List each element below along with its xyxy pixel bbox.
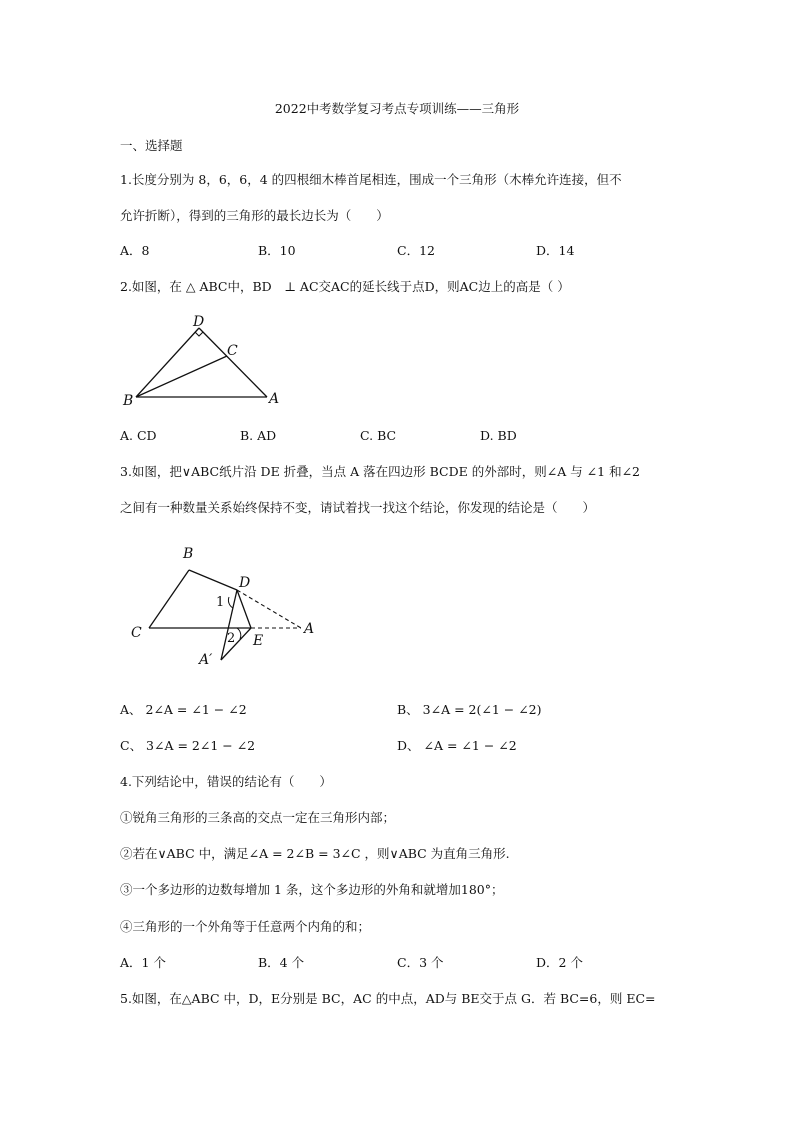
q3-segment-bc [149, 570, 189, 628]
q3-fold-line-de [237, 590, 251, 628]
q3-angle-2-arc [237, 628, 241, 639]
q2-label-d: D [193, 314, 205, 330]
q1-stem-line1: 1.长度分别为 8，6，6，4 的四根细木棒首尾相连，围成一个三角形（木棒允许连接，但不 [120, 172, 622, 187]
q1-option-b[interactable]: B．10 [258, 243, 296, 258]
q4-stem: 4.下列结论中，错误的结论有（ ） [120, 774, 332, 789]
q3-label-e: E [253, 633, 264, 649]
q4-option-b[interactable]: B．4 个 [258, 955, 305, 970]
q2-option-b[interactable]: B. AD [240, 428, 277, 443]
q3-label-angle-1: 1 [216, 595, 225, 610]
page-title: 2022中考数学复习考点专项训练——三角形 [274, 101, 520, 116]
q3-segment-bd [189, 570, 237, 590]
q2-option-c[interactable]: C. BC [360, 428, 397, 443]
q3-option-d[interactable]: D、 ∠A = ∠1 − ∠2 [397, 738, 517, 753]
section-heading: 一、选择题 [120, 138, 183, 153]
q3-dashed-da [237, 590, 301, 628]
q4-option-d[interactable]: D．2 个 [536, 955, 583, 970]
q2-label-b: B [123, 393, 134, 409]
q4-statement-3: ③一个多边形的边数每增加 1 条，这个多边形的外角和就增加180°； [120, 882, 504, 897]
q2-label-a: A [269, 391, 280, 407]
q3-label-b: B [183, 546, 194, 562]
q2-option-d[interactable]: D. BD [480, 428, 517, 443]
q5-stem: 5.如图，在△ABC 中，D，E分别是 BC，AC 的中点，AD与 BE交于点 G．若 BC=6，则 EC= [120, 991, 656, 1006]
q3-stem-line2: 之间有一种数量关系始终保持不变，请试着找一找这个结论，你发现的结论是（ ） [120, 500, 596, 515]
q4-option-c[interactable]: C．3 个 [397, 955, 444, 970]
q3-label-a-prime: A′ [199, 652, 213, 668]
q2-stem: 2.如图，在 △ ABC中，BD ⊥ AC交AC的延长线于点D，则AC边上的高是（ ） [120, 279, 570, 294]
q3-option-a[interactable]: A、 2∠A = ∠1 − ∠2 [120, 702, 247, 717]
q2-segment-da [199, 328, 267, 397]
q4-statement-1: ①锐角三角形的三条高的交点一定在三角形内部； [120, 810, 396, 825]
q3-option-b[interactable]: B、 3∠A = 2(∠1 − ∠2) [397, 702, 542, 717]
q3-angle-1-arc [228, 597, 233, 608]
q1-option-c[interactable]: C．12 [397, 243, 435, 258]
q3-segment-ea-prime [221, 628, 251, 660]
q3-stem-line1: 3.如图，把∨ABC纸片沿 DE 折叠，当点 A 落在四边形 BCDE 的外部时，则∠A 与 ∠1 和∠2 [120, 464, 641, 479]
q2-segment-bc [136, 356, 227, 397]
q1-option-a[interactable]: A．8 [120, 243, 150, 258]
q2-option-a[interactable]: A. CD [120, 428, 157, 443]
q3-label-angle-2: 2 [227, 631, 236, 646]
q3-label-d: D [239, 575, 251, 591]
q3-option-c[interactable]: C、 3∠A = 2∠1 − ∠2 [120, 738, 256, 753]
q4-option-a[interactable]: A．1 个 [120, 955, 166, 970]
q2-label-c: C [227, 343, 238, 359]
q1-stem-line2: 允许折断），得到的三角形的最长边长为（ ） [120, 208, 389, 223]
q2-triangle-figure [115, 310, 295, 410]
q4-statement-4: ④三角形的一个外角等于任意两个内角的和； [120, 919, 371, 934]
q2-segment-bd [136, 328, 199, 397]
q4-statement-2: ②若在∨ABC 中，满足∠A = 2∠B = 3∠C ，则∨ABC 为直角三角形. [120, 846, 510, 861]
q3-folding-figure [125, 540, 325, 675]
q3-label-a: A [304, 621, 315, 637]
q1-option-d[interactable]: D．14 [536, 243, 575, 258]
q2-right-angle-mark [195, 332, 203, 336]
q3-label-c: C [131, 625, 142, 641]
